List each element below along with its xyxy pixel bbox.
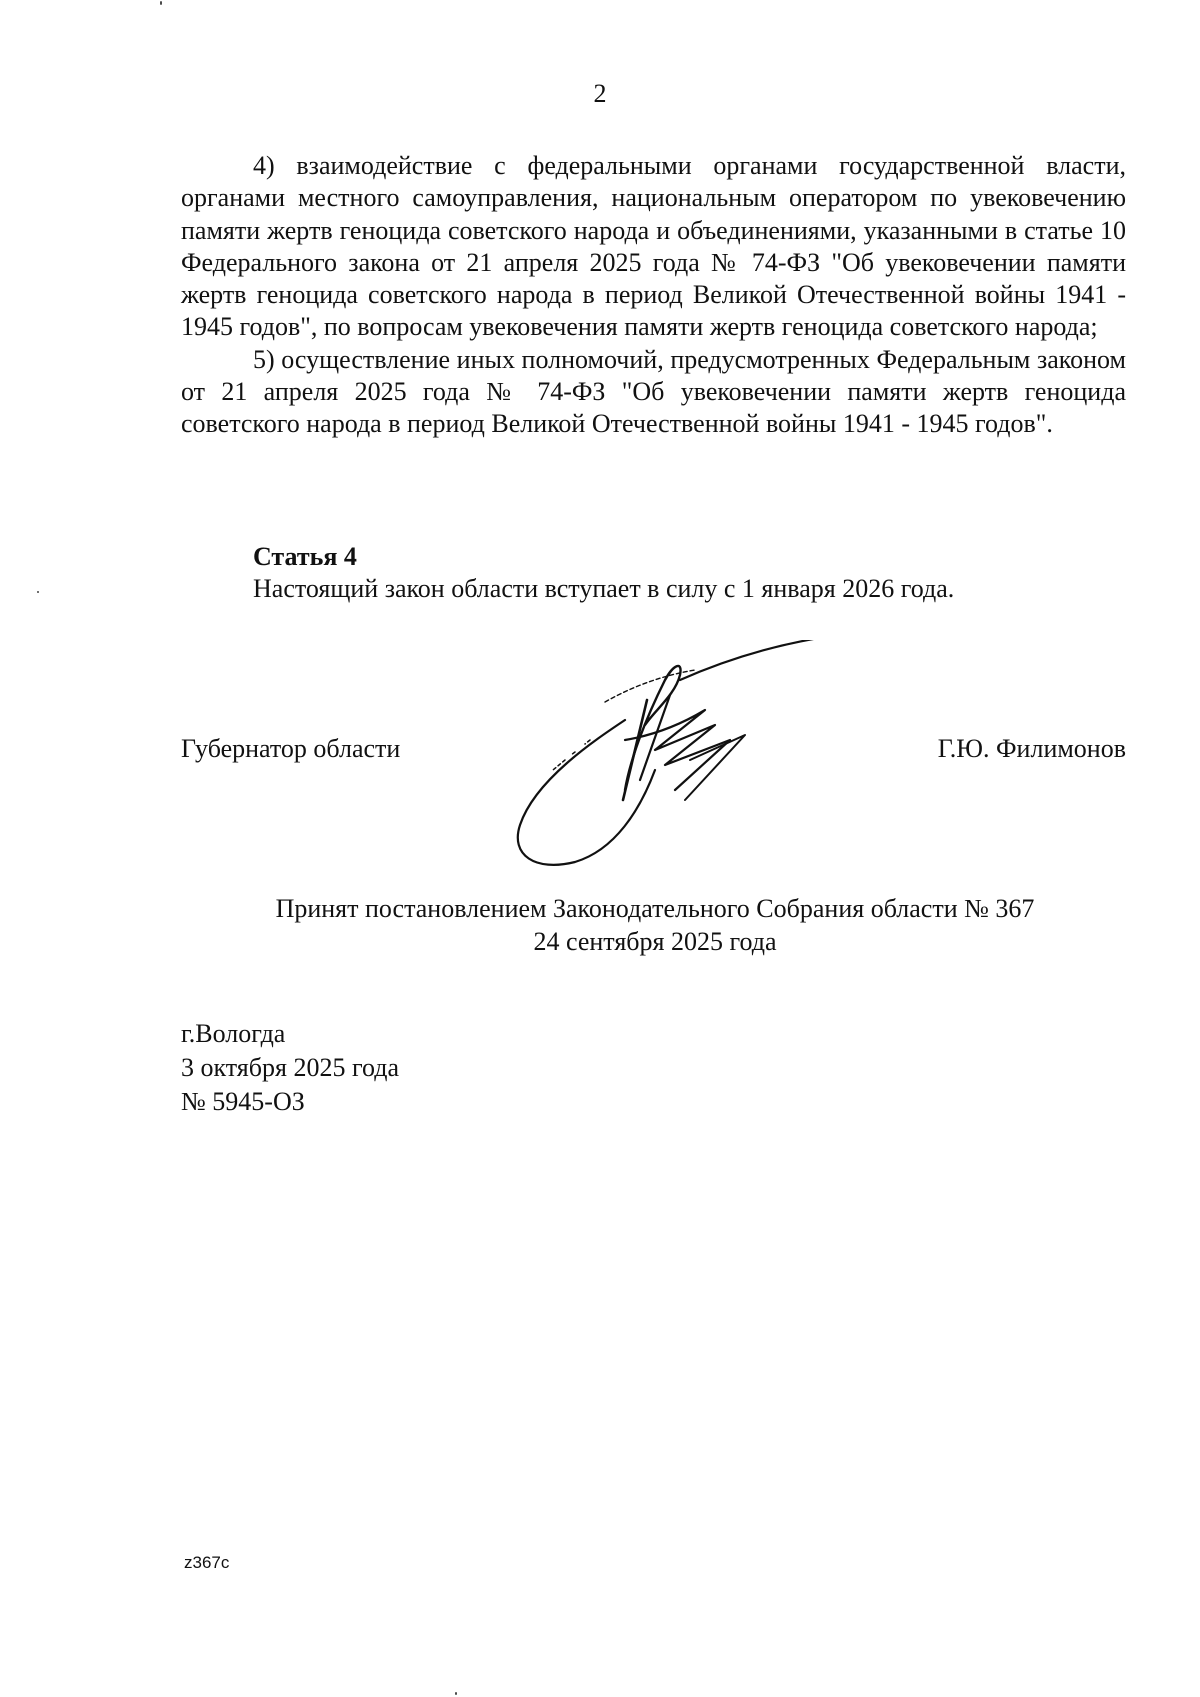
- article-title: Статья 4: [253, 542, 357, 571]
- law-number: № 5945-ОЗ: [181, 1087, 305, 1116]
- scan-speck: [160, 1, 162, 5]
- paragraph-item-5: 5) осуществление иных полномочий, предусмотренных Федеральным законом от 21 апреля 2025 года № 74-ФЗ "Об увековечении памяти жертв геноцида советского народа в период Великой Отечественной войны 1941 - 1945 годов".: [181, 344, 1126, 439]
- adoption-note: [0, 893, 1200, 958]
- paragraph-item-4: 4) взаимодействие с федеральными органами государственной власти, органами местного самоуправления, национальным оператором по увековечению памяти жертв геноцида советского народа и объединениями, указанными в статье 10 Федерального закона от 21 апреля 2025 года № 74-ФЗ "Об увековечении памяти жертв геноцида советского народа в период Великой Отечественной войны 1941 - 1945 годов", по вопросам увековечения памяти жертв геноцида советского народа;: [181, 151, 1126, 342]
- signatory-name: Г.Ю. Филимонов: [937, 734, 1126, 763]
- article-text: Настоящий закон области вступает в силу с 1 января 2026 года.: [253, 574, 955, 603]
- handwritten-signature: [505, 640, 855, 880]
- article-4: [253, 541, 1153, 605]
- scan-speck: [37, 591, 39, 593]
- place-date-block: [181, 1017, 399, 1119]
- scan-speck: [455, 1692, 457, 1695]
- law-date: 3 октября 2025 года: [181, 1053, 399, 1082]
- adoption-line: Принят постановлением Законодательного Собрания области № 367: [275, 894, 1035, 923]
- page-number: 2: [593, 79, 607, 108]
- adoption-date: 24 сентября 2025 года: [533, 926, 777, 956]
- body-text: [181, 150, 1126, 441]
- document-code: z367c: [184, 1553, 230, 1572]
- city: г.Вологда: [181, 1019, 286, 1048]
- signatory-position: Губернатор области: [181, 734, 401, 763]
